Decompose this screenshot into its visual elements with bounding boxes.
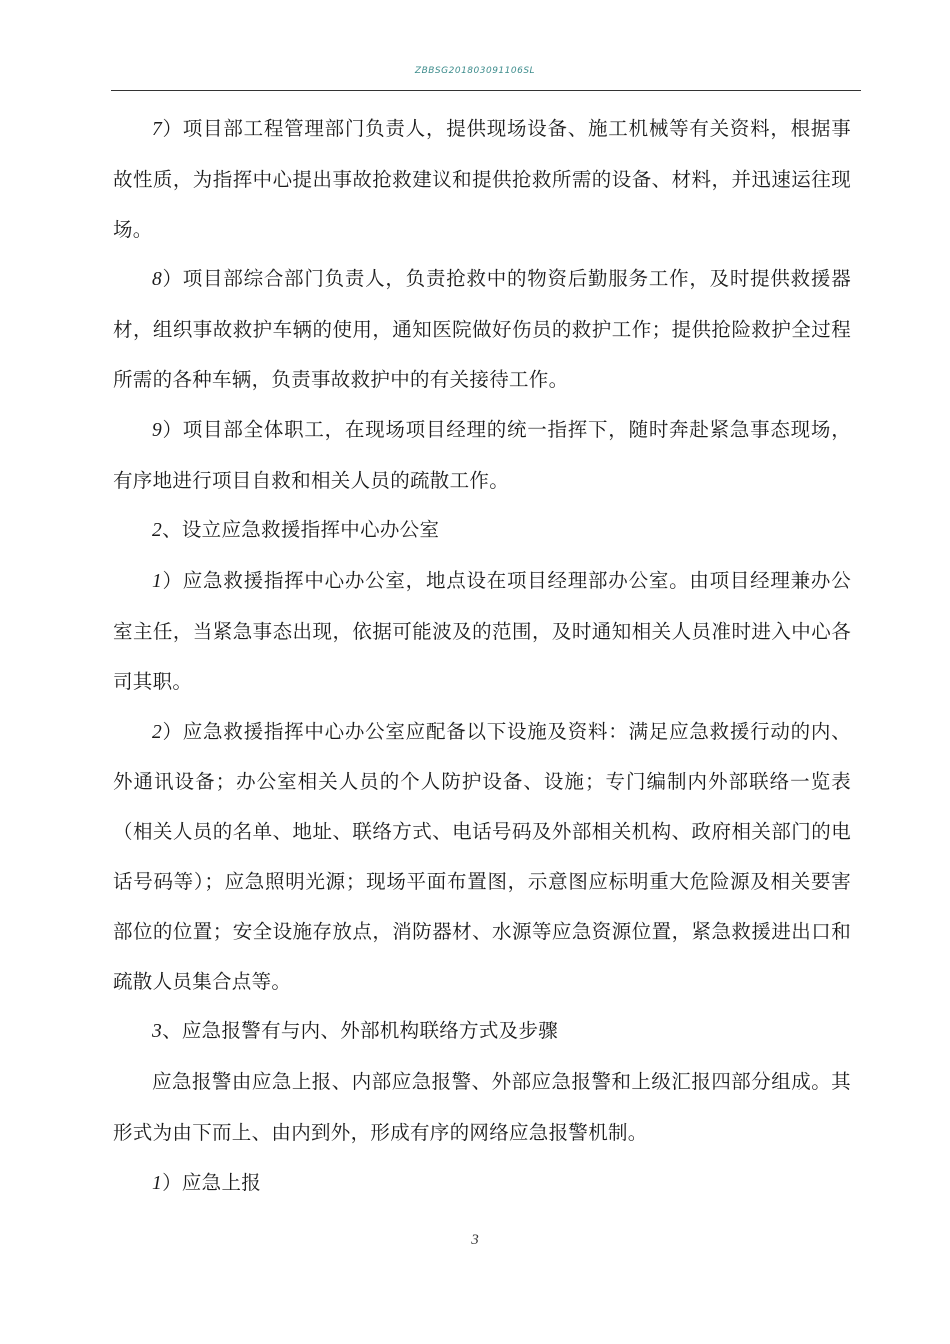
document-body: [113, 104, 851, 1209]
item-number: 2: [152, 721, 163, 743]
header-code: ZBBSG201803091106SL: [414, 66, 536, 76]
paragraph-text: ）应急救援指挥中心办公室，地点设在项目经理部办公室。由项目经理兼办公室主任，当紧急事态出现，依据可能波及的范围，及时通知相关人员准时进入中心各司其职。: [113, 569, 851, 693]
paragraph-7: [113, 104, 851, 254]
subheading-title: ）应急上报: [162, 1170, 262, 1194]
paragraph-2-2: [113, 707, 851, 1007]
page-number: 3: [471, 1232, 479, 1248]
item-number: 1: [152, 571, 163, 593]
paragraph-8: [113, 254, 851, 404]
section-title: 、设立应急救援指挥中心办公室: [162, 518, 440, 542]
section-title: 、应急报警有与内、外部机构联络方式及步骤: [162, 1019, 559, 1043]
header-divider: [111, 90, 861, 91]
item-number: 7: [152, 119, 163, 140]
paragraph-text: ）项目部全体职工，在现场项目经理的统一指挥下，随时奔赴紧急事态现场，有序地进行项目自救和相关人员的疏散工作。: [113, 417, 851, 492]
paragraph-text: ）项目部工程管理部门负责人，提供现场设备、施工机械等有关资料，根据事故性质，为指挥中心提出事故抢救建议和提供抢救所需的设备、材料，并迅速运往现场。: [113, 117, 851, 241]
item-number: 9: [152, 419, 163, 441]
section-heading-3: [113, 1006, 851, 1057]
subheading-3-1: [113, 1158, 851, 1209]
section-number: 3: [152, 1021, 163, 1043]
paragraph-3-intro: [113, 1057, 851, 1158]
paragraph-2-1: [113, 556, 851, 706]
paragraph-text: 应急报警由应急上报、内部应急报警、外部应急报警和上级汇报四部分组成。其形式为由下而上、由内到外，形成有序的网络应急报警机制。: [113, 1070, 851, 1144]
paragraph-text: ）项目部综合部门负责人，负责抢救中的物资后勤服务工作，及时提供救援器材，组织事故救护车辆的使用，通知医院做好伤员的救护工作；提供抢险救护全过程所需的各种车辆，负责事故救护中的有关接待工作。: [113, 267, 851, 391]
item-number: 1: [152, 1172, 163, 1194]
item-number: 8: [152, 269, 163, 291]
section-heading-2: [113, 505, 851, 556]
section-number: 2: [152, 520, 163, 542]
paragraph-9: [113, 405, 851, 506]
paragraph-text: ）应急救援指挥中心办公室应配备以下设施及资料：满足应急救援行动的内、外通讯设备；办公室相关人员的个人防护设备、设施；专门编制内外部联络一览表（相关人员的名单、地址、联络方式、电话号码及外部相关机构、政府相关部门的电话号码等）；应急照明光源；现场平面布置图，示意图应标明重大危险源及相关要害部位的位置；安全设施存放点，消防器材、水源等应急资源位置，紧急救援进出口和疏散人员集合点等。: [113, 719, 851, 993]
